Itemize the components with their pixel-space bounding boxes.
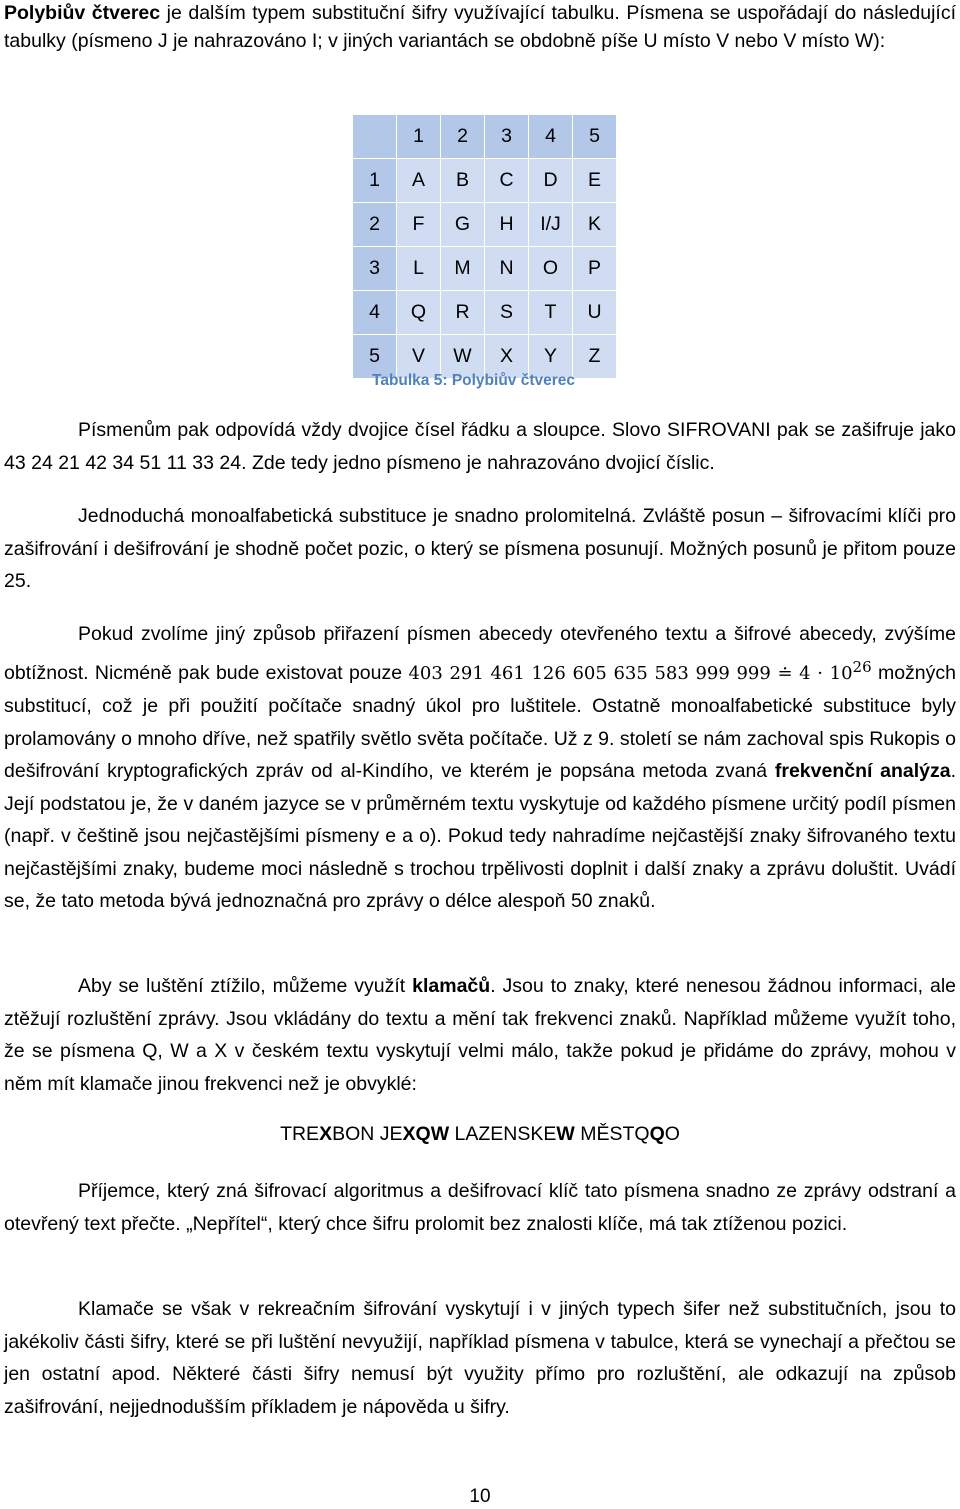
letter-cell: M xyxy=(441,247,485,291)
example-part: O xyxy=(664,1123,680,1145)
letter-cell: S xyxy=(485,291,529,335)
letter-cell: Z xyxy=(573,335,617,379)
letter-cell: F xyxy=(397,203,441,247)
letter-cell: G xyxy=(441,203,485,247)
intro-text: je dalším typem substituční šifry využívající tabulku. Písmena se uspořádají do následující tabulky (písmeno J je nahrazováno I; v jiných variantách se obdobně píše U místo V nebo V místo W): xyxy=(4,2,956,52)
freq-text-a: Pokud zvolíme jiný způsob přiřazení písmen abecedy otevřeného textu a šifrové abecedy, zvýšíme obtížnost. Nicméně pak bude existovat pouze xyxy=(4,623,956,684)
table-row xyxy=(353,203,617,247)
count-formula-number: 403 291 461 126 605 635 583 999 999 ≐ 4 · 10 xyxy=(408,662,853,684)
page-number: 10 xyxy=(469,1486,491,1507)
letter-cell: V xyxy=(397,335,441,379)
intro-paragraph xyxy=(4,0,956,55)
polybius-square xyxy=(352,114,617,379)
example-null: Q xyxy=(649,1123,665,1145)
letter-cell: Q xyxy=(397,291,441,335)
letter-cell: H xyxy=(485,203,529,247)
example-part: TRE xyxy=(280,1123,320,1145)
letter-cell: L xyxy=(397,247,441,291)
letter-cell: K xyxy=(573,203,617,247)
paragraph-monoalphabetic: Jednoduchá monoalfabetická substituce je snadno prolomitelná. Zvláště posun – šifrovacími klíči pro zašifrování i dešifrování je shodně počet pozic, o který se písmena posunují. Možných posunů je přitom pouze 25. xyxy=(4,505,956,592)
letter-cell: C xyxy=(485,159,529,203)
letter-cell: I/J xyxy=(529,203,573,247)
nulls-term: klamačů xyxy=(412,975,491,997)
col-header: 4 xyxy=(529,115,573,159)
col-header: 2 xyxy=(441,115,485,159)
corner-cell xyxy=(353,115,397,159)
row-header: 2 xyxy=(353,203,397,247)
letter-cell: U xyxy=(573,291,617,335)
paragraph-recipient: Příjemce, který zná šifrovací algoritmus a dešifrovací klíč tato písmena snadno ze zprávy odstraní a otevřený text přečte. „Nepřítel“, který chce šifru prolomit bez znalosti klíče, má tak ztíženou pozici. xyxy=(4,1180,956,1235)
row-header: 3 xyxy=(353,247,397,291)
letter-cell: Y xyxy=(529,335,573,379)
example-ciphertext xyxy=(0,1123,960,1146)
row-header: 1 xyxy=(353,159,397,203)
example-null: XQW xyxy=(402,1123,450,1145)
col-header: 1 xyxy=(397,115,441,159)
nulls-text-b: . Jsou to znaky, které nenesou žádnou informaci, ale ztěžují rozluštění zprávy. Jsou vkládány do textu a mění tak frekvenci znaků. Například můžeme využít toho, že se písmena Q, W a X v českém textu vyskytují velmi málo, takže pokud je přidáme do zprávy, mohou v něm mít klamače jinou frekvenci než je obvyklé: xyxy=(4,975,956,1095)
table-row xyxy=(353,159,617,203)
paragraph-recreational: Klamače se však v rekreačním šifrování vyskytují i v jiných typech šifer než substitučních, jsou to jakékoliv části šifry, které se při luštění nevyužijí, například písmena v tabulce, která se vynechají a přečtou se jen ostatní apod. Některé části šifry nemusí být využity přímo pro rozluštění, ale odkazují na způsob zašifrování, nejjednodušším příkladem je nápověda u šifry. xyxy=(4,1298,956,1418)
letter-cell: B xyxy=(441,159,485,203)
table-caption: Tabulka 5: Polybiův čtverec xyxy=(372,372,576,389)
letter-cell: D xyxy=(529,159,573,203)
header-row xyxy=(353,115,617,159)
letter-cell: T xyxy=(529,291,573,335)
row-header: 4 xyxy=(353,291,397,335)
letter-cell: W xyxy=(441,335,485,379)
example-part: LAZENSKE xyxy=(449,1123,557,1145)
intro-term: Polybiův čtverec xyxy=(4,2,161,24)
letter-cell: E xyxy=(573,159,617,203)
example-part: MĚSTQ xyxy=(574,1123,650,1145)
paragraph-frequency xyxy=(4,618,956,918)
count-formula-exponent: 26 xyxy=(852,657,872,676)
count-formula xyxy=(408,657,872,684)
nulls-text-a: Aby se luštění ztížilo, můžeme využít xyxy=(78,975,413,997)
letter-cell: O xyxy=(529,247,573,291)
table-row xyxy=(353,291,617,335)
example-part: BON JE xyxy=(332,1123,403,1145)
letter-cell: A xyxy=(397,159,441,203)
table-row xyxy=(353,247,617,291)
letter-cell: N xyxy=(485,247,529,291)
freq-text-c: . Její podstatou je, že v daném jazyce se v průměrném textu vyskytuje od každého písmene určitý podíl písmen (např. v češtině jsou nejčastějšími písmeny e a o). Pokud tedy nahradíme nejčastější znaky šifrovaného textu nejčastějšími znaky, budeme moci následně s trochou trpělivosti doplnit i další znaky a zprávu doluštit. Uvádí se, že tato metoda bývá jednoznačná pro zprávy o délce alespoň 50 znaků. xyxy=(4,760,956,912)
col-header: 3 xyxy=(485,115,529,159)
paragraph-nulls xyxy=(4,970,956,1100)
letter-cell: P xyxy=(573,247,617,291)
row-header: 5 xyxy=(353,335,397,379)
col-header: 5 xyxy=(573,115,617,159)
paragraph-pairs: Písmenům pak odpovídá vždy dvojice čísel řádku a sloupce. Slovo SIFROVANI pak se zašifruje jako 43 24 21 42 34 51 11 33 24. Zde tedy jedno písmeno je nahrazováno dvojicí číslic. xyxy=(4,419,956,474)
example-null: X xyxy=(319,1123,333,1145)
freq-term: frekvenční analýza xyxy=(774,760,951,782)
example-null: W xyxy=(556,1123,575,1145)
freq-text-b: možných substitucí, což je při použití počítače snadný úkol pro luštitele. Ostatně monoalfabetické substituce byly prolamovány o mnoho dříve, než spatřily světlo světa počítače. Už z 9. století se nám zachoval spis Rukopis o dešifrování kryptografických zpráv od al-Kindího, ve kterém je popsána metoda zvaná xyxy=(4,661,956,782)
letter-cell: X xyxy=(485,335,529,379)
letter-cell: R xyxy=(441,291,485,335)
